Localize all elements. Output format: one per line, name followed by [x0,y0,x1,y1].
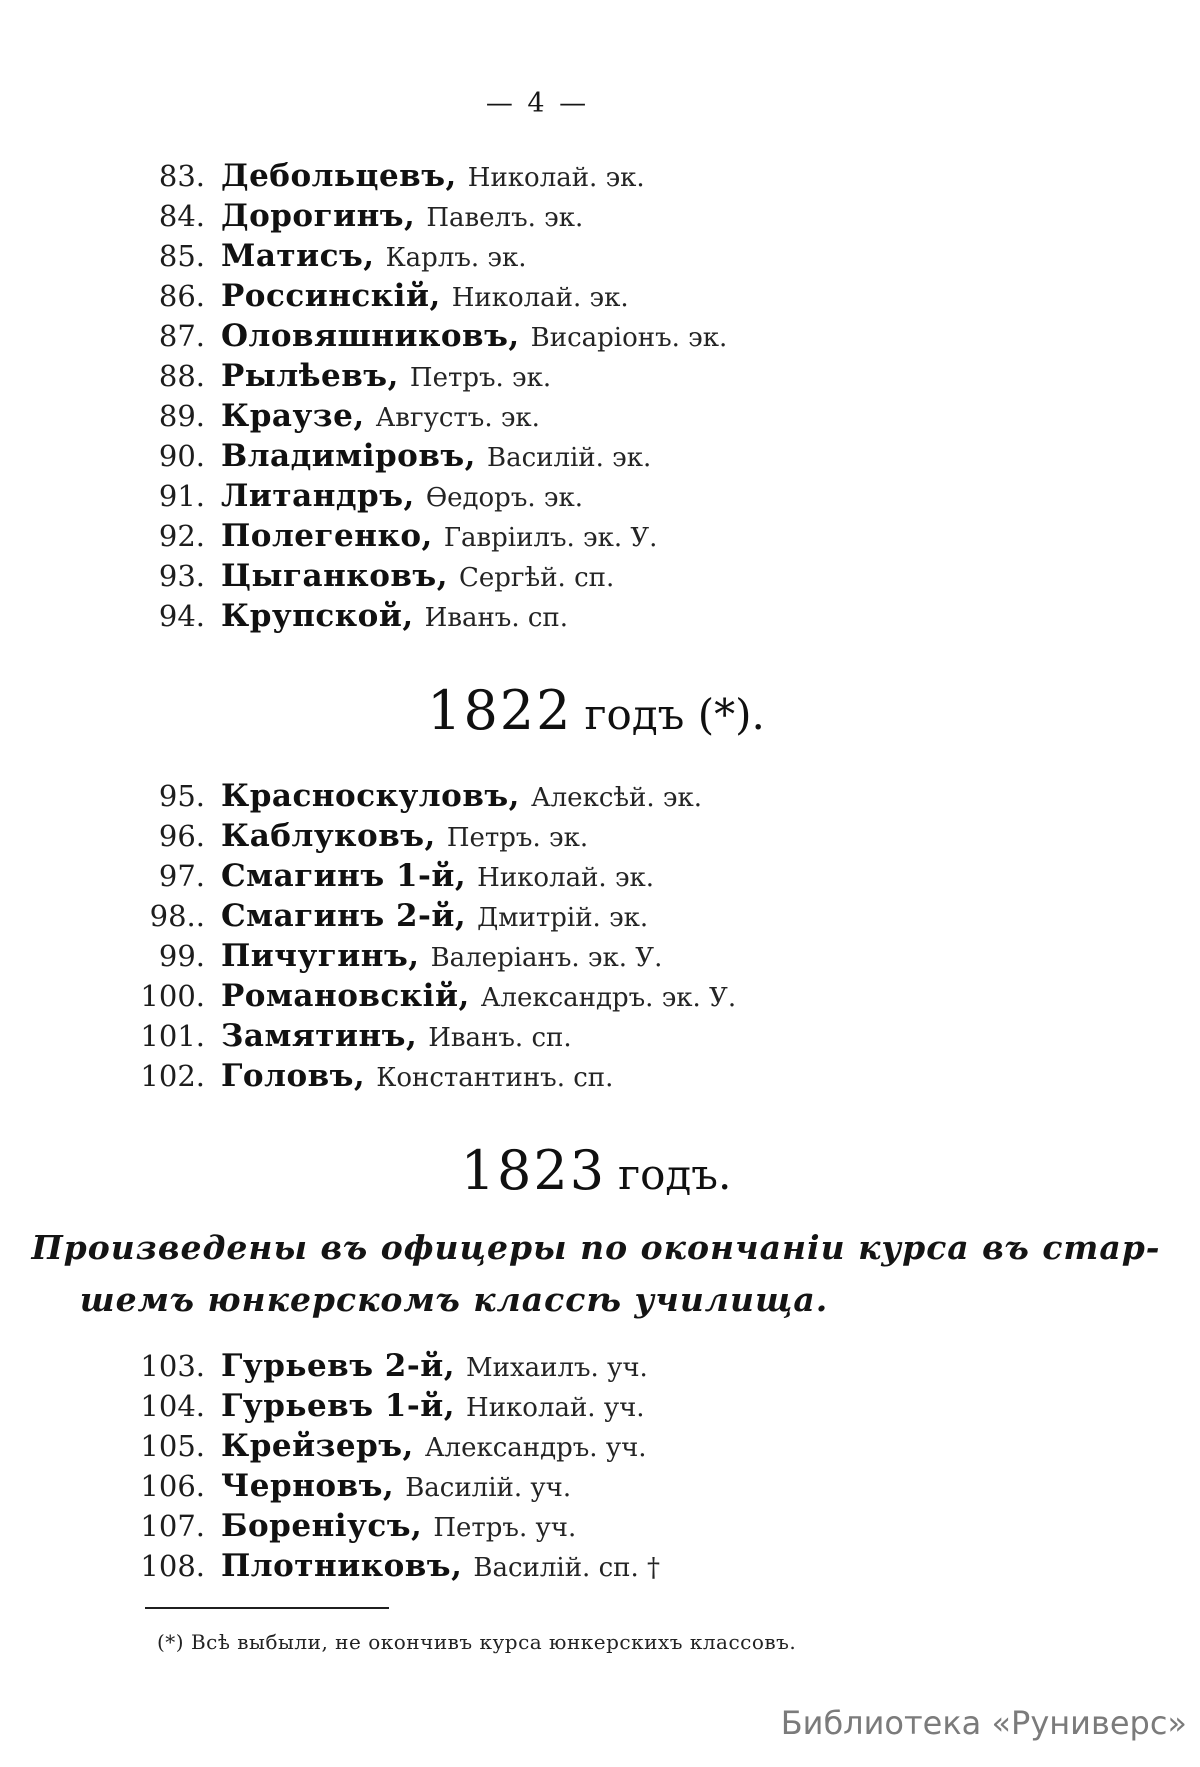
year-1823: 1823 [460,1139,607,1202]
list-item-num: 101. [140,1019,205,1053]
list-item-surname: Головъ, [221,1058,366,1094]
list-item-rest: Петръ. эк. [409,363,552,393]
list-item-rest: Августъ. эк. [375,403,540,433]
list-item [105,1016,736,1056]
list-item [105,476,727,516]
list-item-rest: Николай. эк. [467,163,645,193]
list-item-surname: Цыганковъ, [221,558,448,594]
year-heading-1823 [0,1139,1192,1202]
list-item [105,1506,660,1546]
list-item-num: 94. [158,599,205,633]
list-item [105,976,736,1016]
list-item-rest: Сергѣй. сп. [458,563,615,593]
list-item-rest: Александръ. уч. [424,1433,647,1463]
list-item [105,156,727,196]
graduates-list-83-94 [105,156,727,636]
list-item-surname: Бореніусъ, [221,1508,423,1544]
year-1823-suffix: годъ. [618,1150,732,1199]
list-item-rest: Иванъ. сп. [424,603,569,633]
list-item-num: 99. [158,939,205,973]
list-item-rest: Карлъ. эк. [385,243,527,273]
list-item-num: 106. [140,1469,205,1503]
graduates-list-103-108 [105,1346,660,1586]
list-item-surname: Литандръ, [221,478,415,514]
list-item-surname: Пичугинъ, [221,938,420,974]
list-item-surname: Владиміровъ, [221,438,476,474]
list-item-surname: Краузе, [221,398,365,434]
officer-note [0,1222,1192,1326]
list-item-num: 96. [158,819,205,853]
list-item-num: 87. [158,319,205,353]
list-item [105,596,727,636]
list-item-num: 97. [158,859,205,893]
list-item-num: 89. [158,399,205,433]
list-item-rest: Петръ. эк. [446,823,589,853]
list-item-surname: Полегенко, [221,518,433,554]
list-item-surname: Матисъ, [221,238,375,274]
list-item-surname: Дорогинъ, [221,198,416,234]
list-item-num: 86. [158,279,205,313]
list-item-rest: Алексѣй. эк. [530,783,702,813]
list-item [105,1386,660,1426]
list-item [105,276,727,316]
list-item [105,196,727,236]
officer-note-line2: шемъ юнкерскомъ классѣ училища. [79,1280,829,1319]
list-item-rest: Николай. уч. [466,1393,645,1423]
list-item-rest: Михаилъ. уч. [466,1353,648,1383]
list-item-num: 88. [158,359,205,393]
list-item [105,556,727,596]
list-item-num: 95. [158,779,205,813]
list-item-num: 104. [140,1389,205,1423]
list-item-num: 92. [158,519,205,553]
list-item-rest: Константинъ. сп. [376,1063,614,1093]
list-item-num: 105. [140,1429,205,1463]
list-item [105,856,736,896]
page-number: — 4 — [485,88,590,119]
list-item-surname: Крейзеръ, [221,1428,414,1464]
list-item-rest: Василій. эк. [486,443,652,473]
list-item-surname: Красноскуловъ, [221,778,520,814]
list-item-rest: Николай. эк. [451,283,629,313]
year-heading-1822 [0,679,1192,742]
list-item-rest: Дмитрій. эк. [477,903,649,933]
list-item [105,776,736,816]
list-item-rest: Гавріилъ. эк. У. [443,523,658,553]
list-item-num: 93. [158,559,205,593]
list-item-rest: Василій. сп. † [473,1553,660,1583]
list-item [105,816,736,856]
list-item-surname: Дебольцевъ, [221,158,457,194]
list-item-surname: Крупской, [221,598,414,634]
list-item-surname: Замятинъ, [221,1018,418,1054]
list-item-num: 90. [158,439,205,473]
list-item-rest: Висаріонъ. эк. [530,323,728,353]
list-item-num: 107. [140,1509,205,1543]
year-1822-suffix: годъ (*). [584,690,765,739]
library-watermark: Библиотека «Руниверс» [780,1704,1187,1742]
list-item [105,516,727,556]
list-item-num: 85. [158,239,205,273]
list-item-surname: Гурьевъ 1-й, [221,1388,456,1424]
list-item-num: 108. [140,1549,205,1583]
list-item-surname: Каблуковъ, [221,818,436,854]
list-item [105,316,727,356]
list-item-surname: Россинскій, [221,278,441,314]
list-item [105,436,727,476]
list-item-rest: Валеріанъ. эк. У. [430,943,663,973]
list-item-surname: Смагинъ 1-й, [221,858,467,894]
list-item [105,1056,736,1096]
list-item-num: 83. [158,159,205,193]
list-item-rest: Петръ. уч. [433,1513,577,1543]
list-item-rest: Павелъ. эк. [426,203,584,233]
list-item-rest: Александръ. эк. У. [480,983,737,1013]
list-item-surname: Плотниковъ, [221,1548,463,1584]
list-item-rest: Николай. эк. [477,863,655,893]
list-item-surname: Смагинъ 2-й, [221,898,467,934]
year-1822: 1822 [427,679,573,742]
list-item-surname: Гурьевъ 2-й, [221,1348,456,1384]
list-item-surname: Черновъ, [221,1468,395,1504]
list-item [105,896,736,936]
list-item [105,236,727,276]
list-item [105,396,727,436]
list-item-num: 98.. [149,899,205,933]
list-item-rest: Иванъ. сп. [428,1023,572,1053]
list-item-surname: Рылѣевъ, [221,358,399,394]
graduates-list-95-102 [105,776,736,1096]
list-item-surname: Оловяшниковъ, [221,318,520,354]
list-item [105,1346,660,1386]
list-item-num: 84. [158,199,205,233]
list-item-surname: Романовскій, [221,978,470,1014]
list-item [105,1546,660,1586]
list-item [105,1466,660,1506]
list-item-rest: Василій. уч. [405,1473,572,1503]
list-item [105,356,727,396]
footnote-rule [145,1607,389,1609]
list-item-rest: Ѳедоръ. эк. [425,483,583,513]
list-item [105,936,736,976]
footnote-text: (*) Всѣ выбыли, не окончивъ курса юнкерскихъ классовъ. [157,1630,797,1654]
list-item-num: 91. [158,479,205,513]
list-item [105,1426,660,1466]
officer-note-line1: Произведены въ офицеры по окончаніи курса въ стар- [31,1228,1161,1267]
list-item-num: 103. [140,1349,205,1383]
list-item-num: 100. [140,979,205,1013]
list-item-num: 102. [140,1059,205,1093]
